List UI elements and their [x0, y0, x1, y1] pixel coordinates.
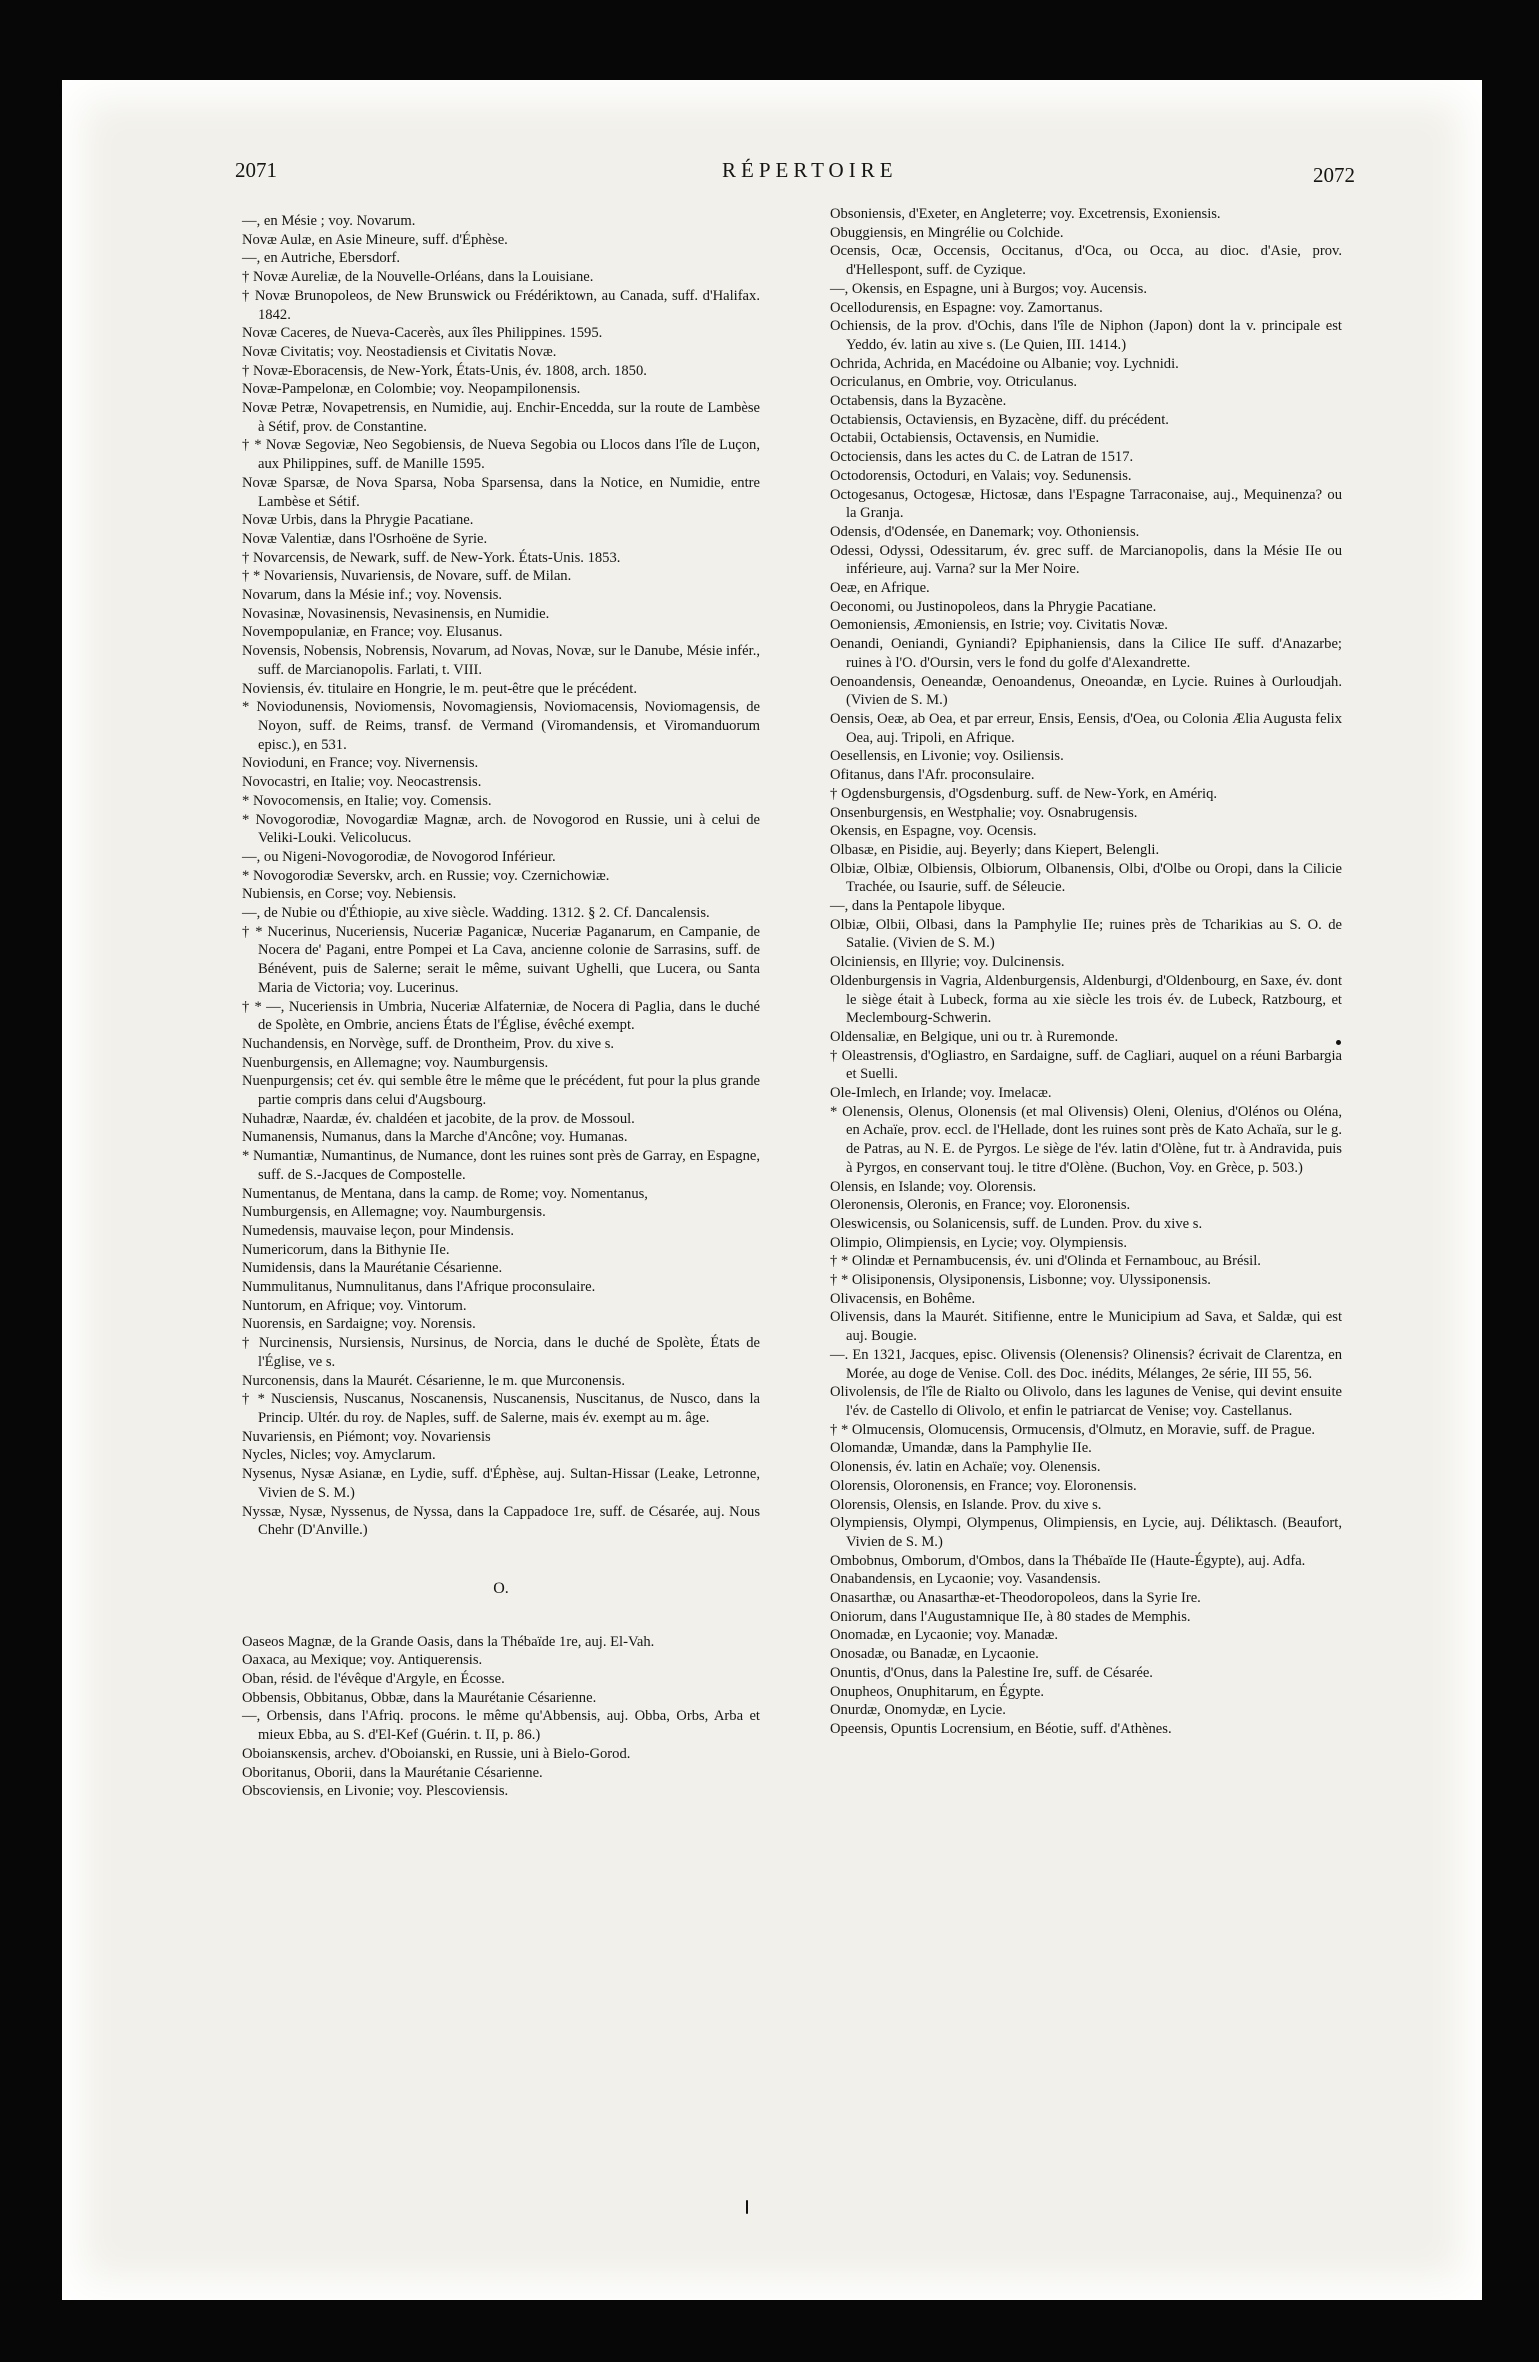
- entry: † * —, Nuceriensis in Umbria, Nuceriæ Alfaterniæ, de Nocera di Paglia, dans le duché de Spolète, en Ombrie, anciens États de l'Église, évêché exempt.: [242, 998, 760, 1034]
- entry: Ombobnus, Omborum, d'Ombos, dans la Thébaïde IIe (Haute-Égypte), auj. Adfa.: [830, 1552, 1306, 1569]
- entry: Ochrida, Achrida, en Macédoine ou Albanie; voy. Lychnidi.: [830, 355, 1179, 372]
- entry: Oldensaliæ, en Belgique, uni ou tr. à Ruremonde.: [830, 1028, 1119, 1045]
- entry: —, Okensis, en Espagne, uni à Burgos; voy. Aucensis.: [830, 280, 1147, 297]
- entry: Novæ Aulæ, en Asie Mineure, suff. d'Éphèse.: [242, 231, 508, 248]
- entry: Nuorensis, en Sardaigne; voy. Norensis.: [242, 1316, 476, 1333]
- entry: Olivolensis, de l'île de Rialto ou Olivolo, dans les lagunes de Venise, qui devint ensuite l'év. de Castello di Olivolo, et enfin le patriarcat de Venise; voy. Castellanus.: [830, 1384, 1342, 1419]
- entry: Numidensis, dans la Maurétanie Césarienne.: [242, 1260, 503, 1277]
- entry: Oenoandensis, Oeneandæ, Oenoandenus, Oneoandæ, en Lycie. Ruines à Ourloudjah. (Vivien de S. M.): [830, 673, 1342, 709]
- entry: Oleswicensis, ou Solanicensis, suff. de Lunden. Prov. du xive s.: [830, 1215, 1203, 1232]
- entry: Ochiensis, de la prov. d'Ochis, dans l'île de Niphon (Japon) dont la v. principale est Yeddo, év. latin au xive s. (Le Quien, III. 1414.): [830, 318, 1342, 353]
- entry: † * Olindæ et Pernambucensis, év. uni d'Olinda et Fernambouc, au Brésil.: [830, 1253, 1261, 1270]
- entry: Nuchandensis, en Norvège, suff. de Drontheim, Prov. du xive s.: [242, 1035, 615, 1052]
- entry: Olciniensis, en Illyrie; voy. Dulcinensis.: [830, 954, 1065, 971]
- entry: Obscoviensis, en Livonie; voy. Plescoviensis.: [242, 1783, 509, 1800]
- entry: Novæ-Pampelonæ, en Colombie; voy. Neopampilonensis.: [242, 381, 581, 398]
- entry: † Novæ Brunopoleos, de New Brunswick ou Frédériktown, au Canada, suff. d'Halifax. 1842.: [242, 287, 760, 323]
- section-letter: O.: [493, 1579, 509, 1597]
- entry: Onsenburgensis, en Westphalie; voy. Osnabrugensis.: [830, 804, 1138, 821]
- entry: Olivacensis, en Bohême.: [830, 1290, 976, 1307]
- entry: Onosadæ, ou Banadæ, en Lycaonie.: [830, 1646, 1039, 1663]
- entry: —, en Mésie ; voy. Novarum.: [242, 213, 416, 229]
- entry: Okensis, en Espagne, voy. Ocensis.: [830, 823, 1037, 840]
- entry: Octodorensis, Octoduri, en Valais; voy. Sedunensis.: [830, 467, 1132, 484]
- entry: Novocastri, en Italie; voy. Neocastrensis.: [242, 774, 482, 791]
- entry: Novæ Caceres, de Nueva-Cacerès, aux îles Philippines. 1595.: [242, 325, 603, 342]
- entry: Nuvariensis, en Piémont; voy. Novariensis: [242, 1428, 491, 1445]
- entry: Onabandensis, en Lycaonie; voy. Vasandensis.: [830, 1571, 1101, 1588]
- entry: Obbensis, Obbitanus, Obbæ, dans la Maurétanie Césarienne.: [242, 1689, 597, 1706]
- entry: Oaseos Magnæ, de la Grande Oasis, dans la Thébaïde 1re, auj. El-Vah.: [242, 1633, 655, 1650]
- entry: Octogesanus, Octogesæ, Hictosæ, dans l'Espagne Tarraconaise, auj., Mequinenza? ou la Granja.: [830, 486, 1342, 522]
- entry: Nyssæ, Nysæ, Nyssenus, de Nyssa, dans la Cappadoce 1re, suff. de Césarée, auj. Nous Chehr (D'Anville.): [242, 1503, 760, 1539]
- entry: † * Novariensis, Nuvariensis, de Novare, suff. de Milan.: [242, 568, 572, 585]
- entry: Onurdæ, Onomydæ, en Lycie.: [830, 1702, 1006, 1719]
- entry: Olorensis, Oloronensis, en France; voy. Eloronensis.: [830, 1477, 1137, 1494]
- ink-speck: [746, 2200, 748, 2214]
- entry: Numburgensis, en Allemagne; voy. Naumburgensis.: [242, 1204, 546, 1221]
- entry: * Olenensis, Olenus, Olonensis (et mal Olivensis) Oleni, Olenius, d'Olénos ou Oléna, en Achaïe, prov. eccl. de l'Hellade, dont les ruines sont près de Kato Achaïa, sur le g. de Patras, au N. E. de Pyrgos. Le siège de l'év. latin d'Olène, fut tr. à Andravida, puis à Pyrgos, en conservant touj. le titre d'Olène. (Buchon, Voy. en Grèce, p. 503.): [830, 1103, 1342, 1176]
- entry: Nuenpurgensis; cet év. qui semble être le même que le précédent, fut pour la plus grande partie compris dans celui d'Augsbourg.: [242, 1073, 760, 1109]
- entry: Ofitanus, dans l'Afr. proconsulaire.: [830, 767, 1035, 784]
- entry: * Novocomensis, en Italie; voy. Comensis.: [242, 792, 492, 809]
- entry: * Numantiæ, Numantinus, de Numance, dont les ruines sont près de Garray, en Espagne, suff. de S.-Jacques de Compostelle.: [242, 1148, 760, 1183]
- entry: Nubiensis, en Corse; voy. Nebiensis.: [242, 886, 457, 903]
- entry: Olonensis, év. latin en Achaïe; voy. Olenensis.: [830, 1459, 1101, 1476]
- entry: † Novæ Aureliæ, de la Nouvelle-Orléans, dans la Louisiane.: [242, 269, 594, 286]
- entry: Odessi, Odyssi, Odessitarum, év. grec suff. de Marcianopolis, dans la Mésie IIe ou inférieure, auj. Varna? sur la Mer Noire.: [830, 542, 1342, 578]
- entry: Novensis, Nobensis, Nobrensis, Novarum, ad Novas, Novæ, sur le Danube, Mésie infér., suff. de Marcianopolis. Farlati, t. VIII.: [242, 643, 760, 678]
- entry: Olimpio, Olimpiensis, en Lycie; voy. Olympiensis.: [830, 1234, 1127, 1251]
- entry: Oboiansκensis, archev. d'Oboianski, en Russie, uni à Bielo-Gorod.: [242, 1745, 631, 1762]
- entry: Olbasæ, en Pisidie, auj. Beyerly; dans Kiepert, Belengli.: [830, 841, 1160, 858]
- entry: Oenandi, Oeniandi, Gyniandi? Epiphaniensis, dans la Cilice IIe suff. d'Anazarbe; ruines à l'O. d'Oursin, vers le fond du golfe d'Alexandrette.: [830, 636, 1342, 671]
- entry: —, dans la Pentapole libyque.: [830, 898, 1006, 915]
- entry: * Noviodunensis, Noviomensis, Novomagiensis, Noviomacensis, Noviomagensis, de Noyon, suff. de Reims, transf. de Vermand (Viromandensis, et Viromanduorum episc.), en 531.: [242, 699, 760, 753]
- entry: Oleronensis, Oleronis, en France; voy. Eloronensis.: [830, 1197, 1131, 1214]
- entry: Novioduni, en France; voy. Nivernensis.: [242, 755, 479, 772]
- entry: † Novæ-Eboracensis, de New-York, États-Unis, év. 1808, arch. 1850.: [242, 362, 647, 379]
- entry: Oemoniensis, Æmoniensis, en Istrie; voy. Civitatis Novæ.: [830, 617, 1168, 634]
- entry: Olensis, en Islande; voy. Olorensis.: [830, 1178, 1037, 1195]
- entry: Octabii, Octabiensis, Octavensis, en Numidie.: [830, 430, 1100, 447]
- running-title: RÉPERTOIRE: [722, 158, 898, 182]
- entry: Novempopulaniæ, en France; voy. Elusanus.: [242, 624, 503, 641]
- entry: Onasarthæ, ou Anasarthæ-et-Theodoropoleos, dans la Syrie Ire.: [830, 1590, 1201, 1607]
- entry: Oeæ, en Afrique.: [830, 580, 930, 597]
- page-number-left: 2071: [235, 158, 277, 182]
- entry: Nurconensis, dans la Maurét. Césarienne, le m. que Murconensis.: [242, 1372, 625, 1389]
- entry: Novæ Sparsæ, de Nova Sparsa, Noba Sparsensa, dans la Notice, en Numidie, entre Lambèse et Sétif.: [242, 474, 760, 510]
- entry: * Novogorodiæ, Novogardiæ Magnæ, arch. de Novogorod en Russie, uni à celui de Veliki-Louki. Velicolucus.: [242, 811, 760, 847]
- entry: Nycles, Nicles; voy. Amyclarum.: [242, 1447, 436, 1464]
- entry: † * Nusciensis, Nuscanus, Noscanensis, Nuscanensis, Nuscitanus, de Nusco, dans la Princip. Ultér. du roy. de Naples, suff. de Salerne, mais év. exempt au m. âge.: [242, 1391, 760, 1426]
- entry: Nummulitanus, Numnulitanus, dans l'Afrique proconsulaire.: [242, 1279, 596, 1296]
- entry: Olorensis, Olensis, en Islande. Prov. du xive s.: [830, 1496, 1102, 1513]
- entry: Opeensis, Opuntis Locrensium, en Béotie, suff. d'Athènes.: [830, 1720, 1172, 1737]
- entry: Odensis, d'Odensée, en Danemark; voy. Othoniensis.: [830, 523, 1140, 540]
- entry: Obsoniensis, d'Exeter, en Angleterre; voy. Excetrensis, Exoniensis.: [830, 206, 1221, 222]
- entry: Octabensis, dans la Byzacène.: [830, 393, 1007, 410]
- entry: Novæ Petræ, Novapetrensis, en Numidie, auj. Enchir-Encedda, sur la route de Lambèse à Sétif, prov. de Constantine.: [242, 400, 760, 435]
- entry: Numedensis, mauvaise leçon, pour Mindensis.: [242, 1222, 514, 1239]
- entry: —, Orbensis, dans l'Afriq. procons. le même qu'Abbensis, auj. Obba, Orbs, Arba et mieux Ebba, au S. d'El-Kef (Guérin. t. II, p. 86.): [242, 1708, 760, 1744]
- entry: Oeconomi, ou Justinopoleos, dans la Phrygie Pacatiane.: [830, 598, 1157, 615]
- left-column: [242, 212, 760, 1801]
- right-column: [830, 205, 1342, 1739]
- entry: Novæ Civitatis; voy. Neostadiensis et Civitatis Novæ.: [242, 343, 557, 360]
- ink-speck: [1336, 1040, 1341, 1045]
- entry: Oaxaca, au Mexique; voy. Antiquerensis.: [242, 1652, 483, 1669]
- entry: Ocellodurensis, en Espagne: voy. Zamorτanus.: [830, 299, 1103, 316]
- entry: —, ou Nigeni-Novogorodiæ, de Novogorod Inférieur.: [242, 848, 556, 865]
- entry: Oensis, Oeæ, ab Oea, et par erreur, Ensis, Eensis, d'Oea, ou Colonia Ælia Augusta felix Oea, auj. Tripoli, en Afrique.: [830, 710, 1342, 746]
- entry: † * Nucerinus, Nuceriensis, Nuceriæ Paganicæ, Nuceriæ Paganarum, en Campanie, de Nocera de' Pagani, entre Pompei et La Cava, ancienne colonie de Sarrasins, suff. de Bénévent, puis de Salerne; serait le même, suivant Ughelli, que Lucera, ou Santa Maria de Victoria; voy. Lucerinus.: [242, 923, 760, 996]
- entry: Onupheos, Onuphitarum, en Égypte.: [830, 1683, 1045, 1700]
- entry: Oesellensis, en Livonie; voy. Osiliensis.: [830, 748, 1064, 765]
- entry: Nysenus, Nysæ Asianæ, en Lydie, suff. d'Éphèse, auj. Sultan-Hissar (Leake, Letronne, Vivien de S. M.): [242, 1466, 760, 1501]
- entry: Octociensis, dans les actes du C. de Latran de 1517.: [830, 449, 1134, 466]
- entry: Octabiensis, Octaviensis, en Byzacène, diff. du précédent.: [830, 411, 1169, 428]
- entry: Oldenburgensis in Vagria, Aldenburgensis, Aldenburgi, d'Oldenbourg, en Saxe, év. dont le siège était à Lubeck, forma au xie siècle les trois év. de Lubeck, Ratzbourg, et Meclembourg-Schwerin.: [830, 972, 1342, 1027]
- entry: —, en Autriche, Ebersdorf.: [242, 250, 401, 267]
- entry: Olivensis, dans la Maurét. Sitifienne, entre le Municipium ad Sava, et Saldæ, qui est auj. Bougie.: [830, 1309, 1342, 1345]
- entry: Oban, résid. de l'évêque d'Argyle, en Écosse.: [242, 1671, 505, 1688]
- entry: Olympiensis, Olympi, Olympenus, Olimpiensis, en Lycie, auj. Déliktasch. (Beaufort, Vivien de S. M.): [830, 1515, 1342, 1550]
- entry: * Novogorodiæ Severskv, arch. en Russie; voy. Czernichowiæ.: [242, 867, 610, 884]
- entry: Novasinæ, Novasinensis, Nevasinensis, en Numidie.: [242, 605, 550, 622]
- entry: † Novarcensis, de Newark, suff. de New-York. États-Unis. 1853.: [242, 549, 621, 566]
- entry: Novæ Urbis, dans la Phrygie Pacatiane.: [242, 512, 474, 529]
- entry: Oniorum, dans l'Augustamnique IIe, à 80 stades de Memphis.: [830, 1608, 1191, 1625]
- entry: Numanensis, Numanus, dans la Marche d'Ancône; voy. Humanas.: [242, 1129, 628, 1146]
- entry: Olbiæ, Olbiæ, Olbiensis, Olbiorum, Olbanensis, Olbi, d'Olbe ou Oropi, dans la Cilicie Trachée, ou Isaurie, suff. de Séleucie.: [830, 860, 1342, 896]
- entry: Olomandæ, Umandæ, dans la Pamphylie IIe.: [830, 1440, 1092, 1457]
- entry: † Ogdensburgensis, d'Ogsdenburg. suff. de New-York, en Amériq.: [830, 785, 1218, 802]
- entry: Ole-Imlech, en Irlande; voy. Imelacæ.: [830, 1085, 1052, 1102]
- entry: † * Olmucensis, Olomucensis, Ormucensis, d'Olmutz, en Moravie, suff. de Prague.: [830, 1421, 1316, 1438]
- entry: † Nurcinensis, Nursiensis, Nursinus, de Norcia, dans le duché de Spolète, États de l'Église, ve s.: [242, 1335, 760, 1370]
- entry: Nuenburgensis, en Allemagne; voy. Naumburgensis.: [242, 1054, 549, 1071]
- entry: Ocriculanus, en Ombrie, voy. Otriculanus.: [830, 374, 1078, 391]
- entry: † Oleastrensis, d'Ogliastro, en Sardaigne, suff. de Cagliari, auquel on a réuni Barbargia et Suelli.: [830, 1047, 1342, 1083]
- entry: Nuhadræ, Naardæ, év. chaldéen et jacobite, de la prov. de Mossoul.: [242, 1110, 635, 1127]
- entry: —. En 1321, Jacques, episc. Olivensis (Olenensis? Olinensis? écrivait de Clarentza, en Morée, au doge de Venise. Coll. des Doc. inédits, Mélanges, 2e série, III 55, 56.: [830, 1346, 1342, 1382]
- entry: Novæ Valentiæ, dans l'Osrhoëne de Syrie.: [242, 530, 488, 547]
- entry: Onomadæ, en Lycaonie; voy. Manadæ.: [830, 1627, 1059, 1644]
- entry: Novarum, dans la Mésie inf.; voy. Novensis.: [242, 587, 503, 604]
- entry: Onuntis, d'Onus, dans la Palestine Ire, suff. de Césarée.: [830, 1664, 1153, 1681]
- entry: Oboritanus, Oborii, dans la Maurétanie Césarienne.: [242, 1764, 543, 1781]
- entry: Ocensis, Ocæ, Occensis, Occitanus, d'Oca, ou Occa, au dioc. d'Asie, prov. d'Hellespont, suff. de Cyzique.: [830, 243, 1342, 279]
- entry: Noviensis, év. titulaire en Hongrie, le m. peut-être que le précédent.: [242, 680, 637, 697]
- entry: Numentanus, de Mentana, dans la camp. de Rome; voy. Nomentanus,: [242, 1185, 648, 1202]
- entry: Nuntorum, en Afrique; voy. Vintorum.: [242, 1297, 467, 1314]
- entry: —, de Nubie ou d'Éthiopie, au xive siècle. Wadding. 1312. § 2. Cf. Dancalensis.: [242, 905, 710, 922]
- page-number-right: 2072: [1313, 163, 1355, 187]
- entry: Numericorum, dans la Bithynie IIe.: [242, 1241, 450, 1258]
- entry: Obuggiensis, en Mingrélie ou Colchide.: [830, 224, 1064, 241]
- entry: † * Novæ Segoviæ, Neo Segobiensis, de Nueva Segobia ou Llocos dans l'île de Luçon, aux Philippines, suff. de Manille 1595.: [242, 437, 760, 473]
- entry: Olbiæ, Olbii, Olbasi, dans la Pamphylie IIe; ruines près de Tcharikias au S. O. de Satalie. (Vivien de S. M.): [830, 916, 1342, 952]
- entry: † * Olisiponensis, Olysiponensis, Lisbonne; voy. Ulyssiponensis.: [830, 1272, 1211, 1289]
